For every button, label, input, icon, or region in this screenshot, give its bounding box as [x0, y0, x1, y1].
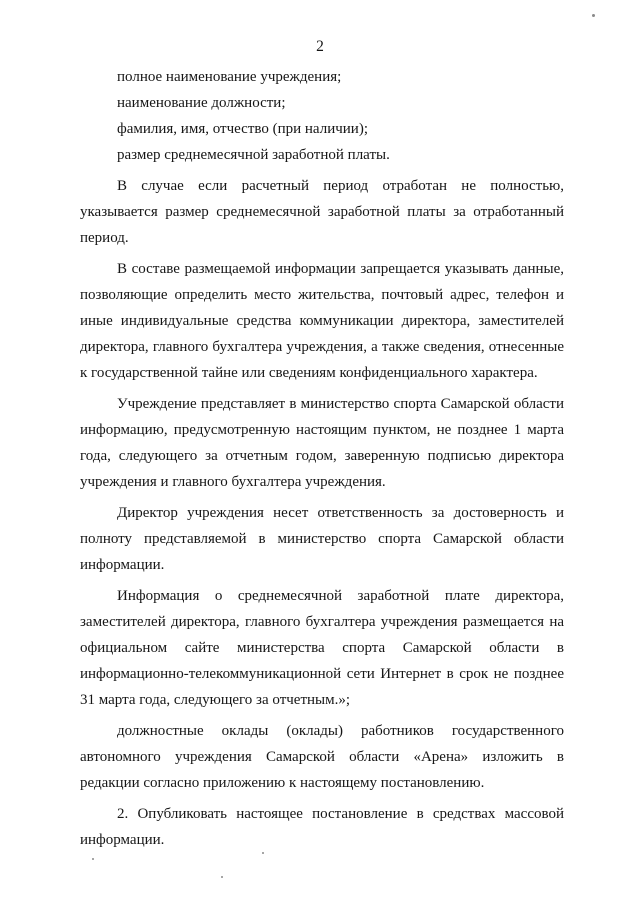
- list-item: полное наименование учреждения;: [117, 69, 342, 85]
- scan-speck: [221, 876, 223, 878]
- scan-speck: [92, 858, 94, 860]
- paragraph-prohibited-data: В составе размещаемой информации запрещается указывать данные, позволяющие определить место жительства, почтовый адрес, телефон и иные индивидуальные средства коммуникации директора, заместителей директора, главного бухгалтера учреждения, а также сведения, отнесенные к государственной тайне или сведениям конфиденциального характера.: [80, 261, 564, 381]
- list-item: фамилия, имя, отчество (при наличии);: [117, 121, 368, 137]
- paragraph-publication-on-site: Информация о среднемесячной заработной плате директора, заместителей директора, главного бухгалтера учреждения размещается на официальном сайте министерства спорта Самарской области в информационно-телекоммуникационной сети Интернет в срок не позднее 31 марта года, следующего за отчетным.»;: [80, 588, 564, 708]
- list-item: размер среднемесячной заработной платы.: [117, 147, 390, 163]
- document-body: [80, 64, 564, 853]
- paragraph-submission-deadline: Учреждение представляет в министерство спорта Самарской области информацию, предусмотренную настоящим пунктом, не позднее 1 марта года, следующего за отчетным годом, заверенную подписью директора учреждения и главного бухгалтера учреждения.: [80, 396, 564, 490]
- page-number: 2: [316, 38, 324, 55]
- scan-speck: [262, 852, 264, 854]
- paragraph-salary-schedule: должностные оклады (оклады) работников государственного автономного учреждения Самарской области «Арена» изложить в редакции согласно приложению к настоящему постановлению.: [80, 723, 564, 791]
- paragraph-partial-period: В случае если расчетный период отработан не полностью, указывается размер среднемесячной заработной платы за отработанный период.: [80, 178, 564, 246]
- list-item: наименование должности;: [117, 95, 286, 111]
- paragraph-director-responsibility: Директор учреждения несет ответственность за достоверность и полноту представляемой в министерство спорта Самарской области информации.: [80, 505, 564, 573]
- paragraph-publish-resolution: 2. Опубликовать настоящее постановление в средствах массовой информации.: [80, 806, 564, 848]
- scan-speck: [592, 14, 595, 17]
